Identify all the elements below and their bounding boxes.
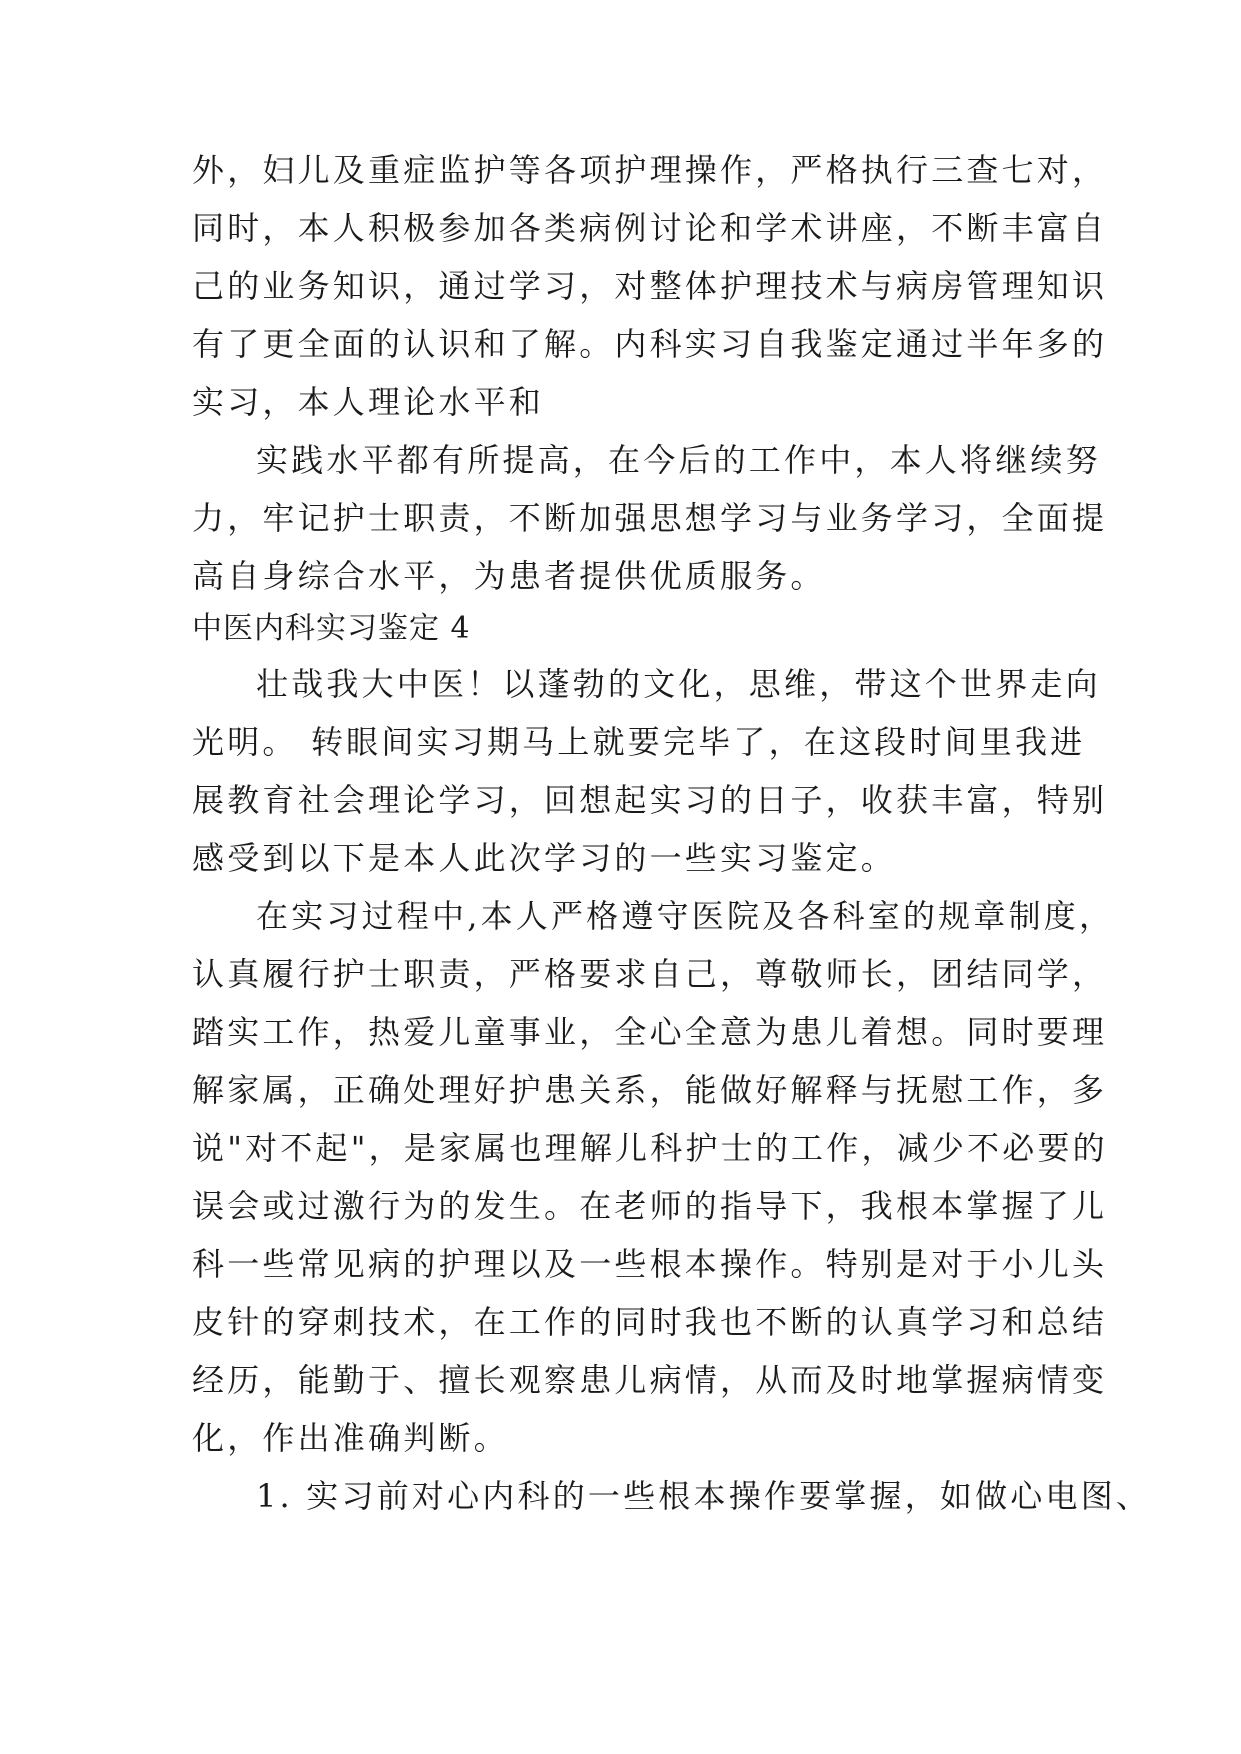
text-line: 实践水平都有所提高，在今后的工作中，本人将继续努 [256,441,1101,479]
text-line: 说"对不起"，是家属也理解儿科护士的工作，减少不必要的 [192,1129,1108,1167]
text-line: 经历，能勤于、擅长观察患儿病情，从而及时地掌握病情变 [192,1361,1108,1399]
text-line: 踏实工作，热爱儿童事业，全心全意为患儿着想。同时要理 [192,1013,1108,1051]
text-line: 同时，本人积极参加各类病例讨论和学术讲座，不断丰富自 [192,209,1108,247]
section-heading: 中医内科实习鉴定 4 [192,611,471,646]
text-line: 高自身综合水平，为患者提供优质服务。 [192,557,826,595]
text-line: 在实习过程中,本人严格遵守医院及各科室的规章制度， [256,897,1115,935]
text-line: 误会或过激行为的发生。在老师的指导下，我根本掌握了儿 [192,1187,1108,1225]
text-line: 力，牢记护士职责，不断加强思想学习与业务学习，全面提 [192,499,1108,537]
text-line: 化，作出准确判断。 [192,1419,509,1457]
text-line: 科一些常见病的护理以及一些根本操作。特别是对于小儿头 [192,1245,1108,1283]
text-line: 己的业务知识，通过学习，对整体护理技术与病房管理知识 [192,267,1108,305]
text-line: 光明。 转眼间实习期马上就要完毕了，在这段时间里我进 [192,723,1086,761]
text-line: 皮针的穿刺技术，在工作的同时我也不断的认真学习和总结 [192,1303,1108,1341]
text-line: 感受到以下是本人此次学习的一些实习鉴定。 [192,839,897,877]
text-line: 实习，本人理论水平和 [192,383,545,421]
text-line: 1. 实习前对心内科的一些根本操作要掌握，如做心电图、 [256,1477,1152,1515]
text-line: 展教育社会理论学习，回想起实习的日子，收获丰富，特别 [192,781,1108,819]
text-line: 解家属，正确处理好护患关系，能做好解释与抚慰工作，多 [192,1071,1108,1109]
text-line: 壮哉我大中医！以蓬勃的文化，思维，带这个世界走向 [256,665,1101,703]
text-line: 外，妇儿及重症监护等各项护理操作，严格执行三查七对， [192,151,1108,189]
text-line: 认真履行护士职责，严格要求自己，尊敬师长，团结同学， [192,955,1108,993]
text-line: 有了更全面的认识和了解。内科实习自我鉴定通过半年多的 [192,325,1108,363]
